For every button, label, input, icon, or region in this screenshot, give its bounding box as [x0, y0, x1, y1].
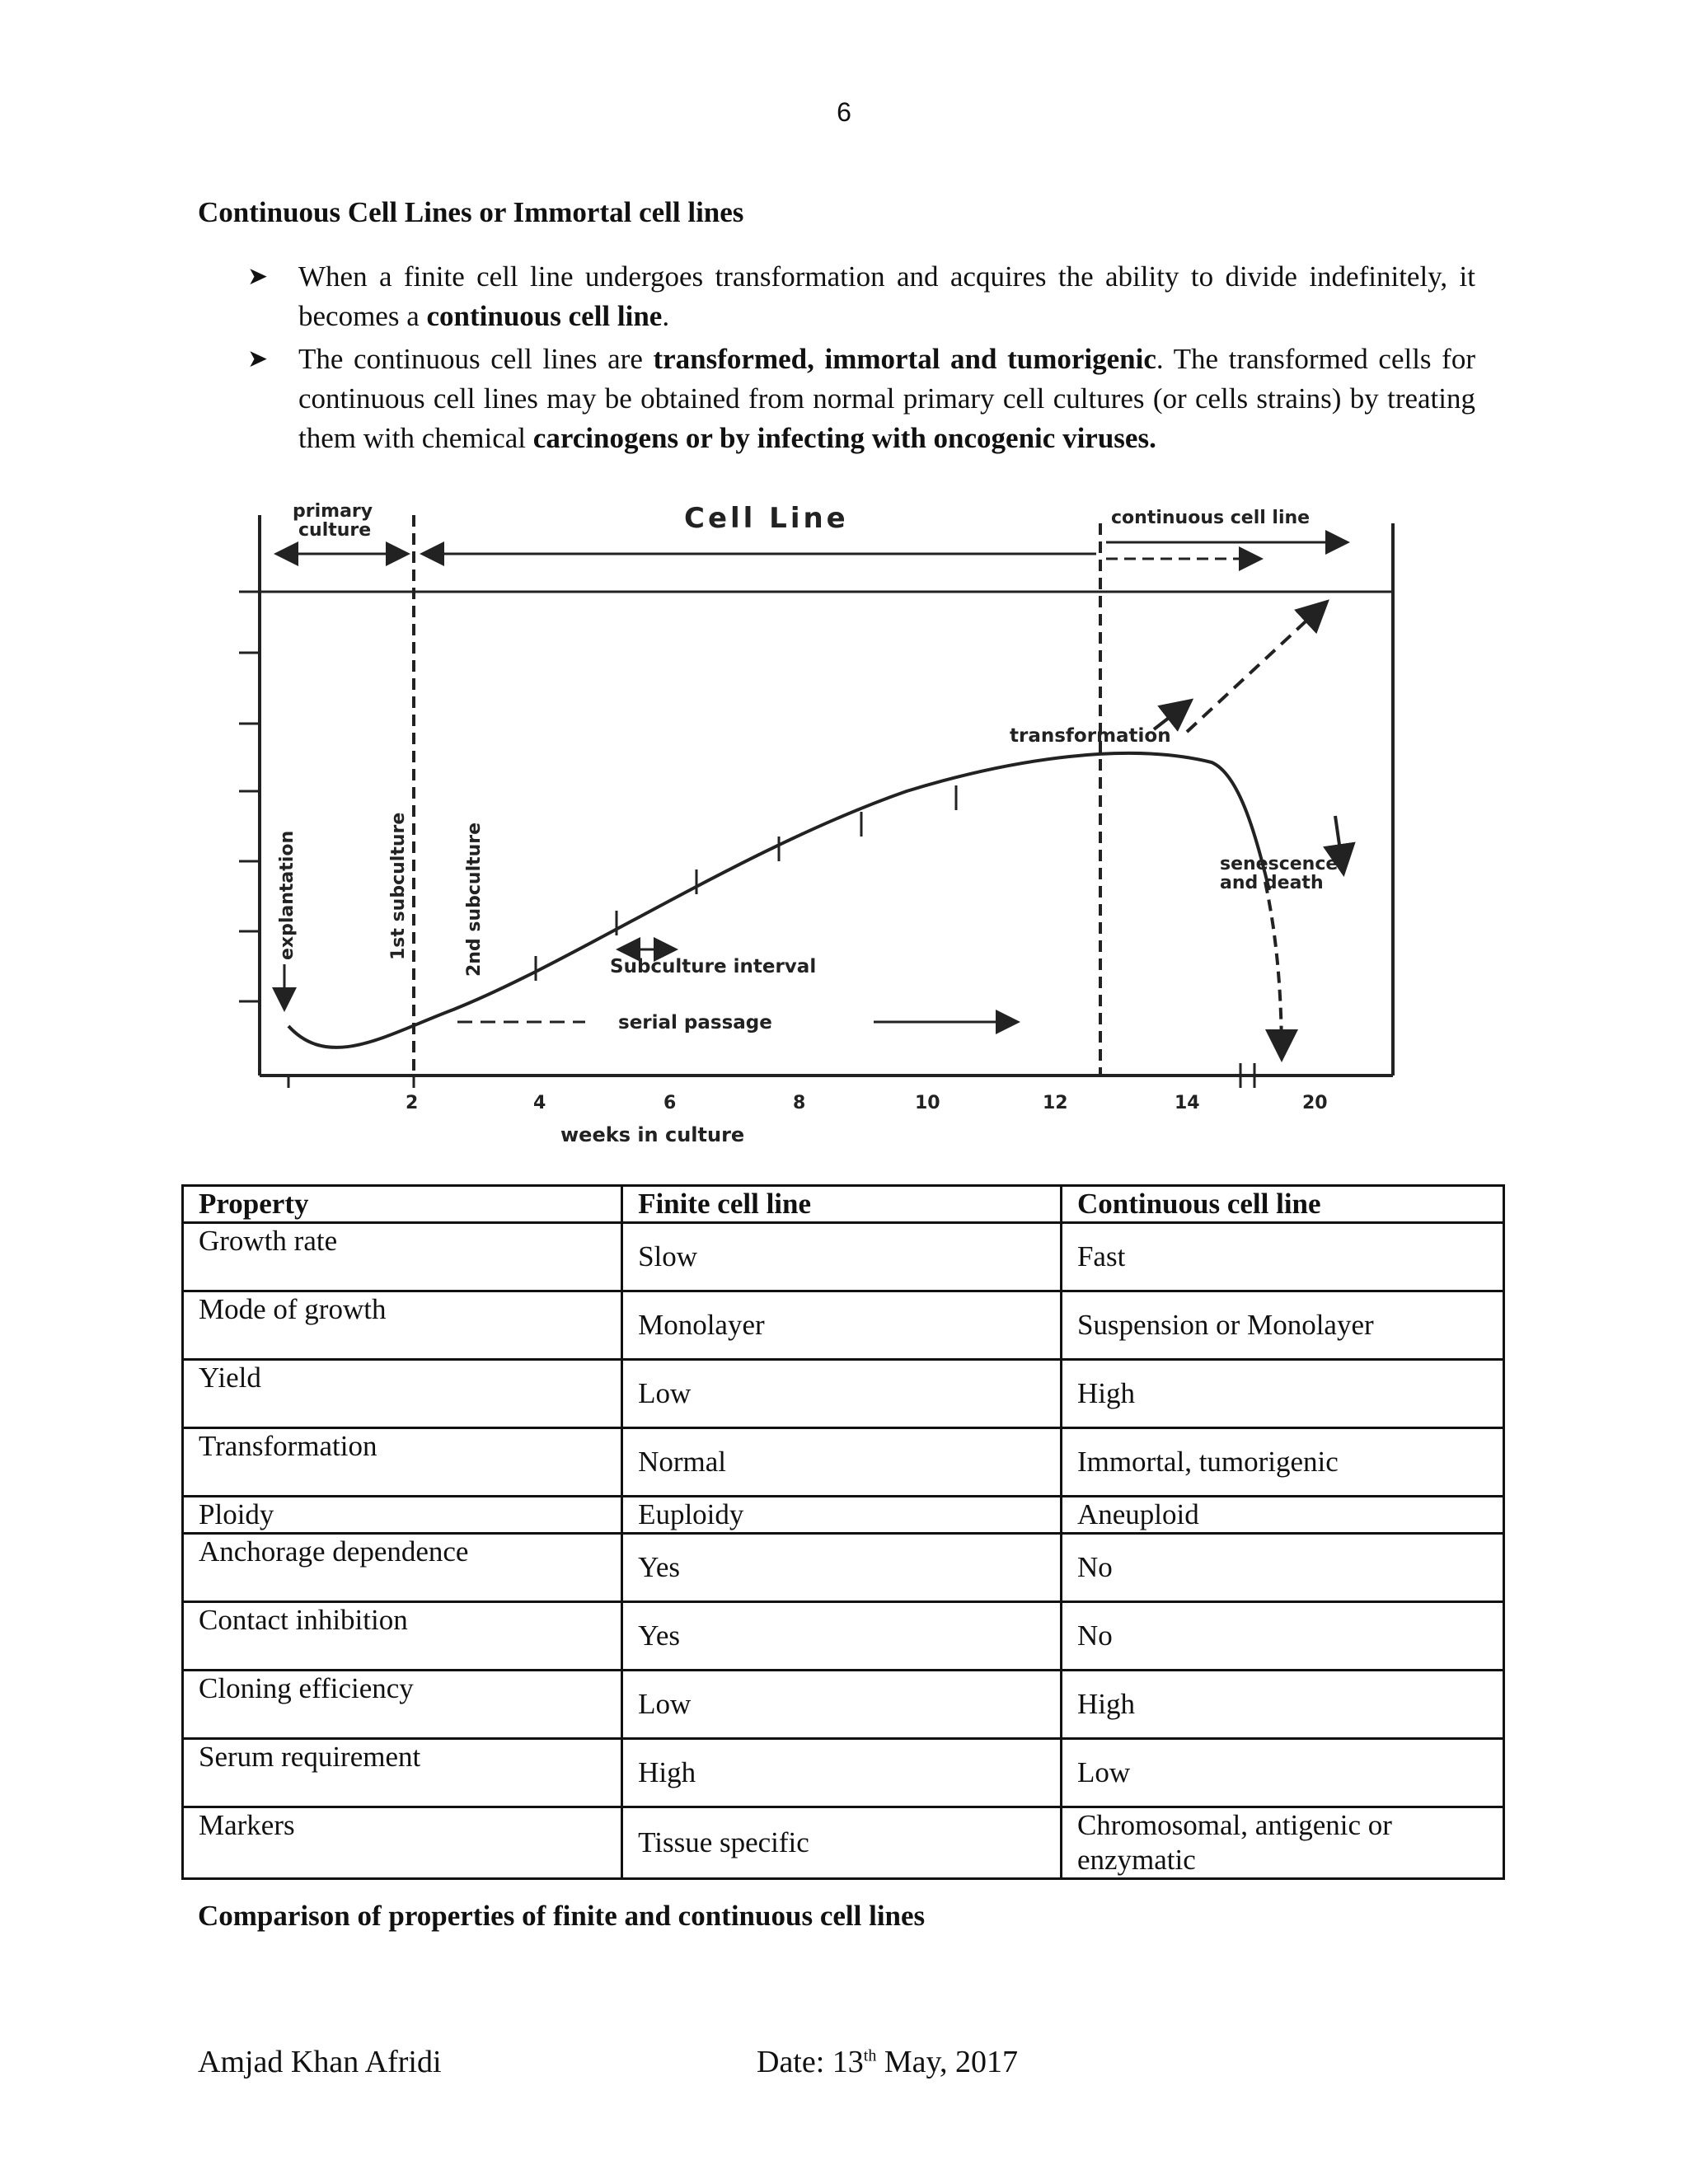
- table-cell: Yes: [622, 1602, 1062, 1671]
- x-tick-label: 6: [663, 1093, 677, 1113]
- label-transformation: transformation: [1010, 725, 1171, 747]
- table-cell: Normal: [622, 1428, 1062, 1497]
- arrow-bullet-icon: ➤: [247, 262, 269, 291]
- label-senescence: senescence: [1220, 854, 1339, 874]
- table-cell: Slow: [622, 1223, 1062, 1291]
- table-cell: Mode of growth: [183, 1291, 622, 1360]
- table-cell: Transformation: [183, 1428, 622, 1497]
- table-row: [183, 1291, 1504, 1360]
- section-heading: Continuous Cell Lines or Immortal cell lines: [198, 196, 744, 228]
- table-cell: Contact inhibition: [183, 1602, 622, 1671]
- table-cell: Suspension or Monolayer: [1061, 1291, 1503, 1360]
- table-cell: Monolayer: [622, 1291, 1062, 1360]
- label-2nd-subculture: 2nd subculture: [464, 822, 485, 977]
- x-tick-label: 10: [915, 1093, 940, 1113]
- cell-line-growth-figure: [206, 494, 1409, 1154]
- x-tick-label: 14: [1175, 1093, 1200, 1113]
- table-row: [183, 1497, 1504, 1534]
- table-cell: Anchorage dependence: [183, 1534, 622, 1602]
- table-cell: Chromosomal, antigenic or enzymatic: [1061, 1807, 1503, 1879]
- page-number: 6: [837, 97, 851, 127]
- label-serial-passage: serial passage: [618, 1012, 772, 1033]
- table-row: [183, 1534, 1504, 1602]
- label-senescence: and death: [1220, 873, 1324, 893]
- x-tick-label: 8: [793, 1093, 806, 1113]
- footer-author: Amjad Khan Afridi: [198, 2045, 442, 2079]
- label-primary-culture: culture: [298, 520, 372, 541]
- label-primary-culture: primary: [293, 501, 373, 522]
- table-cell: Low: [622, 1671, 1062, 1739]
- label-1st-subculture: 1st subculture: [388, 812, 409, 960]
- table-row: [183, 1739, 1504, 1807]
- x-tick-label: 12: [1043, 1093, 1068, 1113]
- table-cell: Low: [622, 1360, 1062, 1428]
- x-tick-label: 20: [1302, 1093, 1328, 1113]
- arrow-bullet-icon: ➤: [247, 344, 269, 373]
- table-header-cell: Continuous cell line: [1061, 1186, 1503, 1223]
- table-row: [183, 1223, 1504, 1291]
- table-header-row: [183, 1186, 1504, 1223]
- table-cell: Fast: [1061, 1223, 1503, 1291]
- table-cell: Low: [1061, 1739, 1503, 1807]
- bullet-list: [239, 257, 1475, 462]
- properties-table: [181, 1184, 1505, 1880]
- table-row: [183, 1671, 1504, 1739]
- bullet-item: ➤ When a finite cell line undergoes transformation and acquires the ability to divide indefinitely, it becomes a continuous cell line.: [239, 257, 1475, 336]
- table-cell: Serum requirement: [183, 1739, 622, 1807]
- table-cell: Markers: [183, 1807, 622, 1879]
- x-tick-label: 2: [406, 1093, 419, 1113]
- table-cell: Immortal, tumorigenic: [1061, 1428, 1503, 1497]
- table-cell: Cloning efficiency: [183, 1671, 622, 1739]
- x-tick-label: 4: [533, 1093, 546, 1113]
- table-row: [183, 1428, 1504, 1497]
- table-cell: High: [1061, 1360, 1503, 1428]
- table-cell: No: [1061, 1602, 1503, 1671]
- bullet-item: ➤ The continuous cell lines are transformed, immortal and tumorigenic. The transformed cells for continuous cell lines may be obtained from normal primary cell cultures (or cells strains) by treating them with chemical carcinogens or by infecting with oncogenic viruses.: [239, 340, 1475, 458]
- table-cell: Ploidy: [183, 1497, 622, 1534]
- table-row: [183, 1807, 1504, 1879]
- x-axis-label: weeks in culture: [560, 1123, 745, 1146]
- label-continuous-cell-line: continuous cell line: [1111, 508, 1311, 528]
- table-cell: Aneuploid: [1061, 1497, 1503, 1534]
- table-header-cell: Finite cell line: [622, 1186, 1062, 1223]
- footer-date: Date: 13th May, 2017: [757, 2045, 1019, 2079]
- table-header-cell: Property: [183, 1186, 622, 1223]
- table-cell: High: [1061, 1671, 1503, 1739]
- label-explantation: explantation: [277, 830, 298, 960]
- table-cell: High: [622, 1739, 1062, 1807]
- table-caption: Comparison of properties of finite and continuous cell lines: [198, 1900, 926, 1932]
- label-subculture-interval: Subculture interval: [610, 956, 817, 977]
- table-row: [183, 1360, 1504, 1428]
- label-cell-line: Cell Line: [684, 502, 849, 535]
- table-cell: Yield: [183, 1360, 622, 1428]
- table-cell: Growth rate: [183, 1223, 622, 1291]
- table-cell: Tissue specific: [622, 1807, 1062, 1879]
- table-cell: Yes: [622, 1534, 1062, 1602]
- table-cell: No: [1061, 1534, 1503, 1602]
- table-row: [183, 1602, 1504, 1671]
- table-cell: Euploidy: [622, 1497, 1062, 1534]
